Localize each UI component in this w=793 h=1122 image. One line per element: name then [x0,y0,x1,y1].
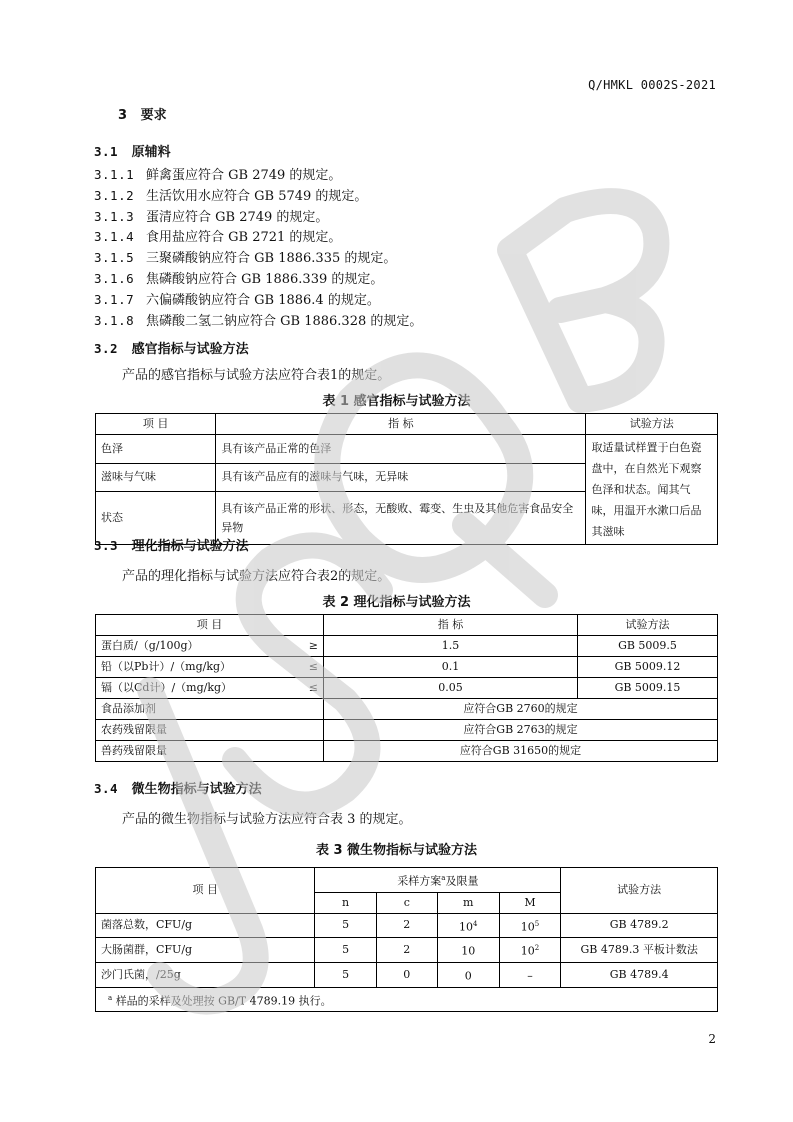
table-cell: 0 [437,962,499,987]
table-2-physicochemical [95,614,718,762]
paragraph: 产品的理化指标与试验方法应符合表2的规定。 [122,569,391,584]
table-cell: 0.1 [324,657,578,678]
table-cell: 2 [376,938,437,963]
table-cell: GB 5009.12 [578,657,718,678]
table-cell: 状态 [96,492,216,545]
table-cell: 滋味与气味 [96,463,216,492]
section-3-heading [118,104,167,123]
table-cell: 具有该产品正常的形状、形态，无酸败、霉变、生虫及其他危害食品安全异物 [216,492,586,545]
list-item: 3.1.1 鲜禽蛋应符合 GB 2749 的规定。 [94,167,342,183]
table-footnote: $^a$ 样品的采样及处理按 GB/T 4789.19 执行。 [96,987,718,1012]
paragraph: 产品的微生物指标与试验方法应符合表 3 的规定。 [122,812,412,827]
table-1-sensory [95,413,718,545]
section-title: 要求 [140,108,167,123]
table-cell: 应符合GB 2760的规定 [324,699,718,720]
table-row [96,741,718,762]
table-cell: 蛋白质/（g/100g） [96,636,300,657]
table-cell-operator: ≥ [299,636,324,657]
table-cell: $10^4$ [437,913,499,938]
section-number: 3.3 [94,538,119,553]
table-cell: 铅（以Pb计）/（mg/kg） [96,657,300,678]
table-cell: 应符合GB 31650的规定 [324,741,718,762]
table-cell: 具有该产品应有的滋味与气味，无异味 [216,463,586,492]
table-cell: 2 [376,913,437,938]
list-item: 3.1.7 六偏磷酸钠应符合 GB 1886.4 的规定。 [94,291,380,308]
section-3-4-heading [94,778,262,797]
table-header: 项 目 [96,414,216,435]
table-header: c [376,892,437,913]
table-header: 指 标 [216,414,586,435]
table-header: n [315,892,376,913]
table-cell: 菌落总数，CFU/g [96,913,315,938]
table-header: 项 目 [96,868,315,914]
table-header: 试验方法 [561,868,718,914]
table-cell-operator: ≤ [299,678,324,699]
table-footnote-row [96,987,718,1012]
table-cell: 5 [315,938,376,963]
table-cell: – [499,962,561,987]
table-row [96,962,718,987]
table-cell: 沙门氏菌，/25g [96,962,315,987]
paragraph: 产品的感官指标与试验方法应符合表1的规定。 [122,368,391,383]
table-cell: 大肠菌群，CFU/g [96,938,315,963]
table-3-caption: 表 3 微生物指标与试验方法 [315,843,478,858]
section-number: 3 [118,108,128,123]
table-header: m [437,892,499,913]
section-title: 原辅料 [131,145,171,160]
list-item: 3.1.4 食用盐应符合 GB 2721 的规定。 [94,229,342,246]
table-cell: 色泽 [96,435,216,464]
table-header: 项 目 [96,615,324,636]
table-header-sampling-plan: 采样方案$^a$及限量 [315,868,561,893]
table-cell: 兽药残留限量 [96,741,324,762]
table-cell: 0.05 [324,678,578,699]
table-header: 指 标 [324,615,578,636]
table-cell: 应符合GB 2763的规定 [324,720,718,741]
section-number: 3.1 [94,144,119,159]
table-cell: GB 5009.15 [578,678,718,699]
table-row [96,720,718,741]
table-row [96,938,718,963]
table-2-caption: 表 2 理化指标与试验方法 [322,595,471,610]
document-code: Q/HMKL 0002S-2021 [588,78,716,92]
list-item: 3.1.2 生活饮用水应符合 GB 5749 的规定。 [94,187,368,204]
table-row [96,699,718,720]
page-number: 2 [708,1032,716,1046]
section-title: 理化指标与试验方法 [131,539,249,554]
table-cell: GB 4789.3 平板计数法 [561,938,718,963]
table-row [96,657,718,678]
table-cell-method: 取适量试样置于白色瓷盘中，在自然光下观察色泽和状态。闻其气味，用温开水漱口后品其滋味 [586,435,718,545]
section-title: 感官指标与试验方法 [131,342,249,357]
list-item: 3.1.6 焦磷酸钠应符合 GB 1886.339 的规定。 [94,270,384,287]
list-item: 3.1.3 蛋清应符合 GB 2749 的规定。 [94,208,329,225]
list-item: 3.1.8 焦磷酸二氢二钠应符合 GB 1886.328 的规定。 [94,312,423,329]
table-cell-operator: ≤ [299,657,324,678]
table-row [96,636,718,657]
section-3-3-heading [94,535,249,554]
table-cell: 镉（以Cd计）/（mg/kg） [96,678,300,699]
section-3-2-heading [94,338,249,357]
table-row [96,678,718,699]
section-number: 3.4 [94,781,119,796]
table-cell: 0 [376,962,437,987]
table-cell: GB 4789.2 [561,913,718,938]
table-cell: 1.5 [324,636,578,657]
section-number: 3.2 [94,341,119,356]
table-cell: $10^5$ [499,913,561,938]
watermark-letter-b [510,201,656,400]
table-3-microbiological [95,867,718,1012]
table-cell: 农药残留限量 [96,720,324,741]
table-cell: $10^2$ [499,938,561,963]
table-cell: 5 [315,962,376,987]
section-title: 微生物指标与试验方法 [131,782,262,797]
table-1-caption: 表 1 感官指标与试验方法 [322,394,471,409]
table-cell: 具有该产品正常的色泽 [216,435,586,464]
table-row [96,913,718,938]
table-cell: GB 5009.5 [578,636,718,657]
table-cell: 食品添加剂 [96,699,324,720]
table-cell: 5 [315,913,376,938]
table-header: 试验方法 [578,615,718,636]
table-header: 试验方法 [586,414,718,435]
table-cell: GB 4789.4 [561,962,718,987]
list-item: 3.1.5 三聚磷酸钠应符合 GB 1886.335 的规定。 [94,250,397,267]
table-header: M [499,892,561,913]
raw-material-list [94,164,422,330]
section-3-1-heading [94,141,171,160]
table-cell: 10 [437,938,499,963]
